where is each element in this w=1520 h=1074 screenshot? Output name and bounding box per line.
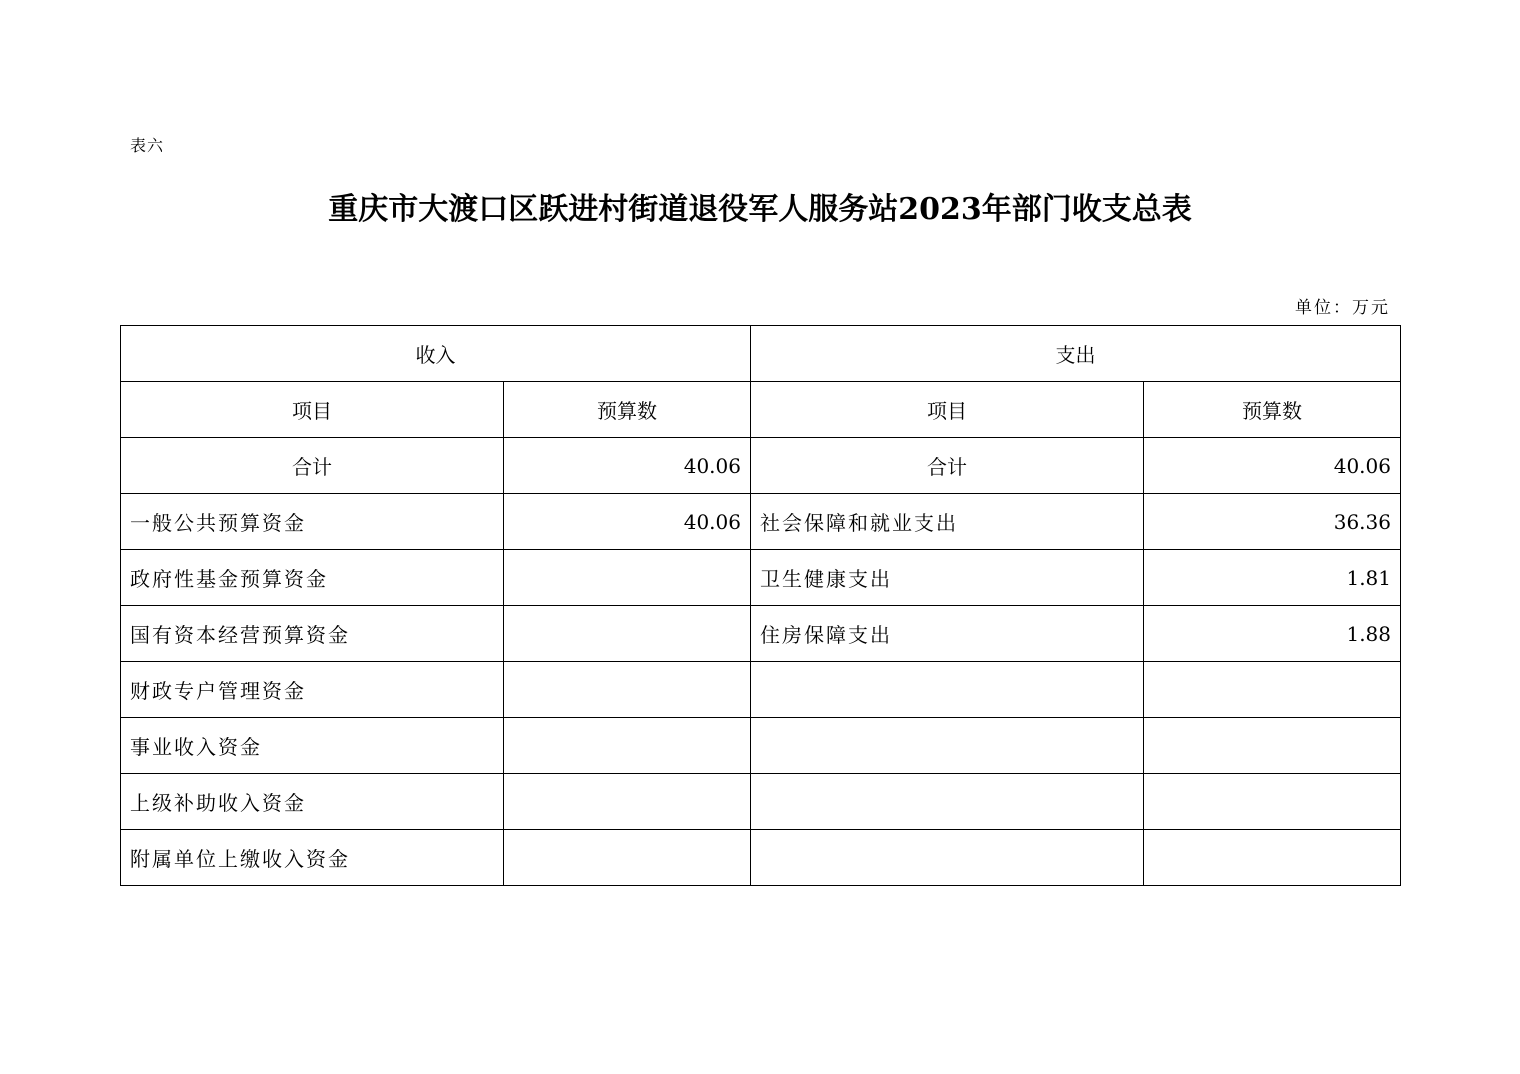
expense-item-cell [751, 830, 1144, 886]
expense-item-header: 项目 [751, 382, 1144, 438]
income-value-cell [504, 606, 751, 662]
expense-value-cell [1144, 718, 1401, 774]
table-row [121, 718, 1401, 774]
income-value-cell [504, 830, 751, 886]
income-value-cell [504, 774, 751, 830]
expense-item-cell [751, 774, 1144, 830]
income-item-cell: 国有资本经营预算资金 [121, 606, 504, 662]
income-item-cell: 财政专户管理资金 [121, 662, 504, 718]
expense-item-cell: 合计 [751, 438, 1144, 494]
income-value-cell [504, 550, 751, 606]
income-value-cell: 40.06 [504, 438, 751, 494]
income-item-cell: 上级补助收入资金 [121, 774, 504, 830]
table-group-header-row [121, 326, 1401, 382]
table-row [121, 550, 1401, 606]
income-item-cell: 一般公共预算资金 [121, 494, 504, 550]
income-value-cell: 40.06 [504, 494, 751, 550]
expense-item-cell: 住房保障支出 [751, 606, 1144, 662]
expense-value-cell: 1.88 [1144, 606, 1401, 662]
table-row [121, 606, 1401, 662]
income-item-cell: 附属单位上缴收入资金 [121, 830, 504, 886]
income-item-cell: 合计 [121, 438, 504, 494]
expense-item-cell: 社会保障和就业支出 [751, 494, 1144, 550]
expense-value-cell [1144, 662, 1401, 718]
expense-value-cell: 36.36 [1144, 494, 1401, 550]
income-budget-header: 预算数 [504, 382, 751, 438]
table-row [121, 494, 1401, 550]
expense-item-cell [751, 662, 1144, 718]
unit-label: 单位：万元 [1295, 298, 1390, 318]
income-value-cell [504, 718, 751, 774]
income-value-cell [504, 662, 751, 718]
income-item-cell: 事业收入资金 [121, 718, 504, 774]
table-row [121, 830, 1401, 886]
expense-item-cell: 卫生健康支出 [751, 550, 1144, 606]
income-group-header: 收入 [121, 326, 751, 382]
table-column-header-row [121, 382, 1401, 438]
expense-value-cell: 40.06 [1144, 438, 1401, 494]
expense-value-cell [1144, 830, 1401, 886]
expense-group-header: 支出 [751, 326, 1401, 382]
expense-budget-header: 预算数 [1144, 382, 1401, 438]
budget-summary-table [120, 325, 1401, 886]
table-row-total [121, 438, 1401, 494]
expense-item-cell [751, 718, 1144, 774]
expense-value-cell: 1.81 [1144, 550, 1401, 606]
income-item-cell: 政府性基金预算资金 [121, 550, 504, 606]
table-row [121, 774, 1401, 830]
expense-value-cell [1144, 774, 1401, 830]
table-number-label: 表六 [130, 136, 165, 155]
table-row [121, 662, 1401, 718]
page-title: 重庆市大渡口区跃进村街道退役军人服务站2023年部门收支总表 [328, 192, 1192, 227]
income-item-header: 项目 [121, 382, 504, 438]
